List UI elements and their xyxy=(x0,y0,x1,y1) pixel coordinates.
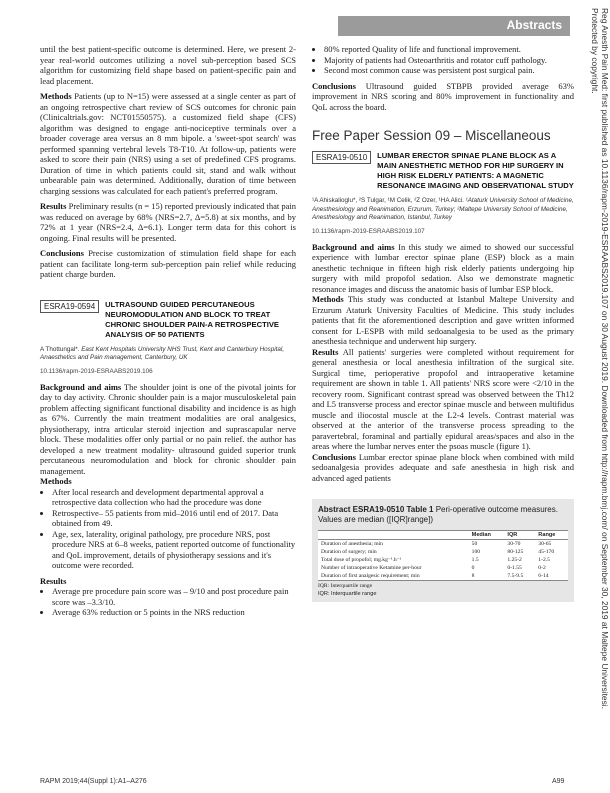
table-cell: 6-14 xyxy=(535,572,568,581)
background-label: Background and aims xyxy=(40,381,122,392)
conclusions-text: Precise customization of stimulation field shape for each patient can facilitate long-term sub-perception pain relief while reducing patient charge burden. xyxy=(40,248,297,279)
table-cell: Duration of surgery; min xyxy=(321,549,377,555)
abstract-id: ESRA19-0510 xyxy=(312,151,371,164)
conclusions-label: Conclusions xyxy=(312,80,356,91)
abstract-id: ESRA19-0594 xyxy=(40,300,99,313)
table-cell: 8 xyxy=(469,572,505,581)
abstract-doi: 10.1136/rapm-2019-ESRAABS2019.107 xyxy=(312,227,425,235)
conclusions-label: Conclusions xyxy=(40,248,84,258)
table-footnote: IQR: Interquartile range xyxy=(318,591,377,597)
intro-paragraph: until the best patient-specific outcome is determined. Here, we present 2-year real-world outcomes utilizing a novel sub-perception based SCS algorithm for customizing field shape based on patient-specific pain and lead placement. xyxy=(40,44,296,86)
table-cell: 0-1.55 xyxy=(507,565,522,571)
table-header-row xyxy=(318,531,568,540)
list-item: • Average pre procedure pain score was – 9/10 and post procedure pain score was –3.3/10. xyxy=(52,586,296,607)
results-heading xyxy=(40,576,296,587)
table-cell: 30-65 xyxy=(538,541,552,547)
outcome-table-box xyxy=(312,499,574,602)
methods-heading-label: Methods xyxy=(40,476,72,486)
background-text: In this study we aimed to showed our successful experience with lumbar erector spinae plane (ESP) block as a main anesthetic technique in fifteen high risk elderly patients undergoing hip surgery with mild propofol sedation. Also we demonstrate magnetic resonance images and discuss the anatomic basis of lumbar ESP block. xyxy=(312,241,574,294)
table-caption-title: Abstract ESRA19-0510 Table 1 xyxy=(318,505,434,514)
abstract-authors xyxy=(40,346,296,363)
methods-list xyxy=(40,487,296,571)
table-header-cell xyxy=(318,531,469,540)
table-cell: Duration of first analgesic requirement; min xyxy=(318,572,469,581)
results-label: Results xyxy=(40,201,67,211)
table-cell: Total dose of propofol; mg.kg⁻¹.h⁻¹ xyxy=(321,557,402,563)
results-paragraph xyxy=(312,347,574,452)
table-inner-footnote: IQR: Interquartile range xyxy=(318,583,373,589)
table-header-cell: Median xyxy=(469,531,505,540)
table-cell: 1.25-2 xyxy=(507,557,522,563)
table-caption-text: Peri-operative outcome measures. Values are median ([IQR]range]) xyxy=(318,505,558,524)
methods-paragraph xyxy=(40,91,296,196)
table-row xyxy=(318,564,568,572)
table-row xyxy=(318,556,568,564)
author-affiliation: ¹Ataturk University School of Medicine, Anesthesiology and Reanimation, Erzurum, Turkey; ²Maltepe University School of Medicine, Anesthesiology and Reanimation, Istanbul, Turkey xyxy=(312,197,574,221)
table-cell: 30-70 xyxy=(507,541,521,547)
results-text: Preliminary results (n = 15) reported previously indicated that pain was reduced on average by 68% (NRS=2.7, Δ=5.8) at six months, and by 72% at 1 year (NRS=2.4, Δ=6.1). Longer term data for this cohort is ongoing. Final results will be presented. xyxy=(40,201,297,243)
table-row xyxy=(318,548,568,556)
table-cell: 1-2.5 xyxy=(538,557,550,563)
left-column xyxy=(40,44,296,618)
table-cell: Number of intraoperative Ketamine per-hour xyxy=(321,565,422,571)
background-paragraph xyxy=(312,242,574,295)
methods-paragraph xyxy=(312,294,574,347)
results-heading-label: Results xyxy=(40,575,67,586)
results-list xyxy=(40,586,296,618)
table-cell: Duration of anesthesia; min xyxy=(321,541,383,547)
table-cell: 0 xyxy=(471,565,475,571)
table-cell: 45-170 xyxy=(538,549,555,555)
list-item: • Majority of patients had Osteoarthritis and rotator cuff pathology. xyxy=(324,55,574,66)
abstract-header xyxy=(40,300,296,340)
right-column xyxy=(312,44,574,602)
abstract-header xyxy=(312,151,574,191)
author-names: A Thottungal*. xyxy=(40,345,80,353)
list-item: • Age, sex, laterality, original pathology, pre procedure NRS, post procedure NRS at 6–8 weeks, patient reported outcome of functionality and QoL improvement, details of physiotherapy sessions and it's outcome were recorded. xyxy=(52,529,296,571)
table-cell: 1.5 xyxy=(471,557,479,563)
section-banner xyxy=(338,16,570,36)
table-row xyxy=(318,572,568,581)
conclusions-paragraph xyxy=(312,81,574,113)
methods-text: Patients (up to N=15) were assessed at a single center as part of an ongoing retrospective chart review of SCS outcomes for chronic pain (Clinicaltrials.gov: NCT01550575). a customized field shape (CFS) algorithm was designed to engage anti-nociceptive terminals over a broader coverage area versus an 8 mm bipole. a 'sweet-spot search' was performed spanning vertebral levels T8-T10. At follow-up, patients were asked to score their pain (NRS) using a set of predefined CFS programs. Duration of time in which patients could sit, stand and walk without unbearable pain was determined. Additionally, duration of time between charging sessions was calculated for each patient's preferred program. xyxy=(40,91,297,196)
conclusions-paragraph xyxy=(312,452,574,484)
session-heading: Free Paper Session 09 – Miscellaneous xyxy=(312,128,551,143)
outcome-table xyxy=(318,530,568,581)
table-cell: 80-125 xyxy=(507,549,524,555)
conclusions-text: Ultrasound guided STBPB provided average 63% improvement in NRS scoring and 80% improvement in functionality and QoL across the board. xyxy=(312,80,575,112)
background-text: The shoulder joint is one of the pivotal joints for day to day activity. Chronic shoulder pain is a major musculoskeletal pain problem affecting significant functional disability and incidence is as high as 67%. Currently the main treatment modalities are oral analgesics, physiotherapy, intra articular steroid injection and suprascapular nerve block. These modalities offer only partial or no pain relief. the author has developed a new treatment modality- ultrasound guided superior trunk percutaneous neuromodulation and block for chronic shoulder pain management. xyxy=(40,381,296,476)
list-item: • After local research and development departmental approval a retrospective data collection who had the procedure was done xyxy=(52,487,296,508)
conclusions-text: Lumbar erector spinae plane block when combined with mild sedoanalgesia provides adequate and safe anesthesia in high risk and advanced aged patients xyxy=(312,451,574,483)
conclusions-label: Conclusions xyxy=(312,451,356,462)
methods-label: Methods xyxy=(40,91,72,101)
copyright-protected-text: Protected by copyright. xyxy=(590,8,600,94)
results-continued-list xyxy=(312,44,574,76)
methods-text: This study was conducted at Istanbul Maltepe University and Erzurum Ataturk University Faculties of Medicine. This study includes patients that fit the aforementioned description and gave written informed consent for L-ESPB with mild sedoanalgesia to be used as the primary anesthesia technique and underwent hip surgery. xyxy=(312,294,574,346)
conclusions-paragraph xyxy=(40,248,296,280)
section-banner-label: Abstracts xyxy=(506,18,562,32)
footer-citation: RAPM 2019;44(Suppl 1):A1–A276 xyxy=(40,778,147,785)
list-item: • 80% reported Quality of life and functional improvement. xyxy=(324,44,574,55)
table-header-cell: Range xyxy=(535,531,568,540)
author-affiliation: East Kent Hospitals University NHS Trust, Kent and Canterbury Hospital, Anaesthetics and Pain management, Canterbury, UK xyxy=(40,345,285,361)
table-header-cell: IQR xyxy=(504,531,535,540)
methods-label: Methods xyxy=(312,294,344,304)
table-cell: 50 xyxy=(471,541,478,547)
copyright-sidebar-text: Reg Anesth Pain Med: first published as 10.1136/rapm-2019-ESRAABS2019.107 on 30 August 2019. Downloaded from http://rapm.bmj.com/ on September 30, 2019 at Maltepe Universitesi. xyxy=(600,8,610,709)
author-names: ¹A Ahiskalioglu*, ²S Tulgar, ¹M Celik, ²Z Ozer, ¹HA Alici. xyxy=(312,197,464,204)
table-cell: 0-2 xyxy=(538,565,546,571)
copyright-sidebar xyxy=(590,8,610,709)
methods-heading xyxy=(40,476,296,487)
abstract-doi: 10.1136/rapm-2019-ESRAABS2019.106 xyxy=(40,367,153,375)
background-label: Background and aims xyxy=(312,241,395,252)
abstract-title: ULTRASOUND GUIDED PERCUTANEOUS NEUROMODULATION AND BLOCK TO TREAT CHRONIC SHOULDER PAIN-A RETROSPECTIVE ANALYSIS OF 50 PATIENTS xyxy=(105,299,279,339)
results-label: Results xyxy=(312,346,339,357)
table-cell: 100 xyxy=(471,549,481,555)
abstract-authors xyxy=(312,197,574,223)
table-cell: 7.5-9.5 xyxy=(504,572,535,581)
background-paragraph xyxy=(40,382,296,477)
abstract-title: LUMBAR ERECTOR SPINAE PLANE BLOCK AS A MAIN ANESTHETIC METHOD FOR HIP SURGERY IN HIGH RISK ELDERLY PATIENTS: A MAGNETIC RESONANCE IMAGING AND OBSERVATIONAL STUDY xyxy=(377,151,574,190)
list-item: • Retrospective– 55 patients from mid–2016 until end of 2017. Data obtained from 49. xyxy=(52,508,296,529)
results-paragraph xyxy=(40,201,296,243)
footer-page-number: A99 xyxy=(552,778,565,785)
table-caption xyxy=(318,505,568,525)
list-item: • Average 63% reduction or 5 points in the NRS reduction xyxy=(52,607,296,618)
results-text: All patients' surgeries were completed without requirement for general anesthesia or local anesthesia infiltration of the surgical site. Surgical time, perioperative propofol and intraoperative ketamine requirement are shown in table 1. All patients' NRS score were <2/10 in the recovery room. Significant contrast spread was observed between the Th12 and L5 transverse process and erector spinae muscle and between multifidus muscle and iliocostal muscle at the L2-4 levels. Contrast material was observed at the anterior of the transverse process spreading to the paravertebral, foraminal and partially epidural areas/spaces and also in the areas where the lumbar nerves enter the psoas muscle (figure 1). xyxy=(312,346,575,451)
table-row xyxy=(318,540,568,549)
list-item: • Second most common cause was persistent post surgical pain. xyxy=(324,65,574,76)
